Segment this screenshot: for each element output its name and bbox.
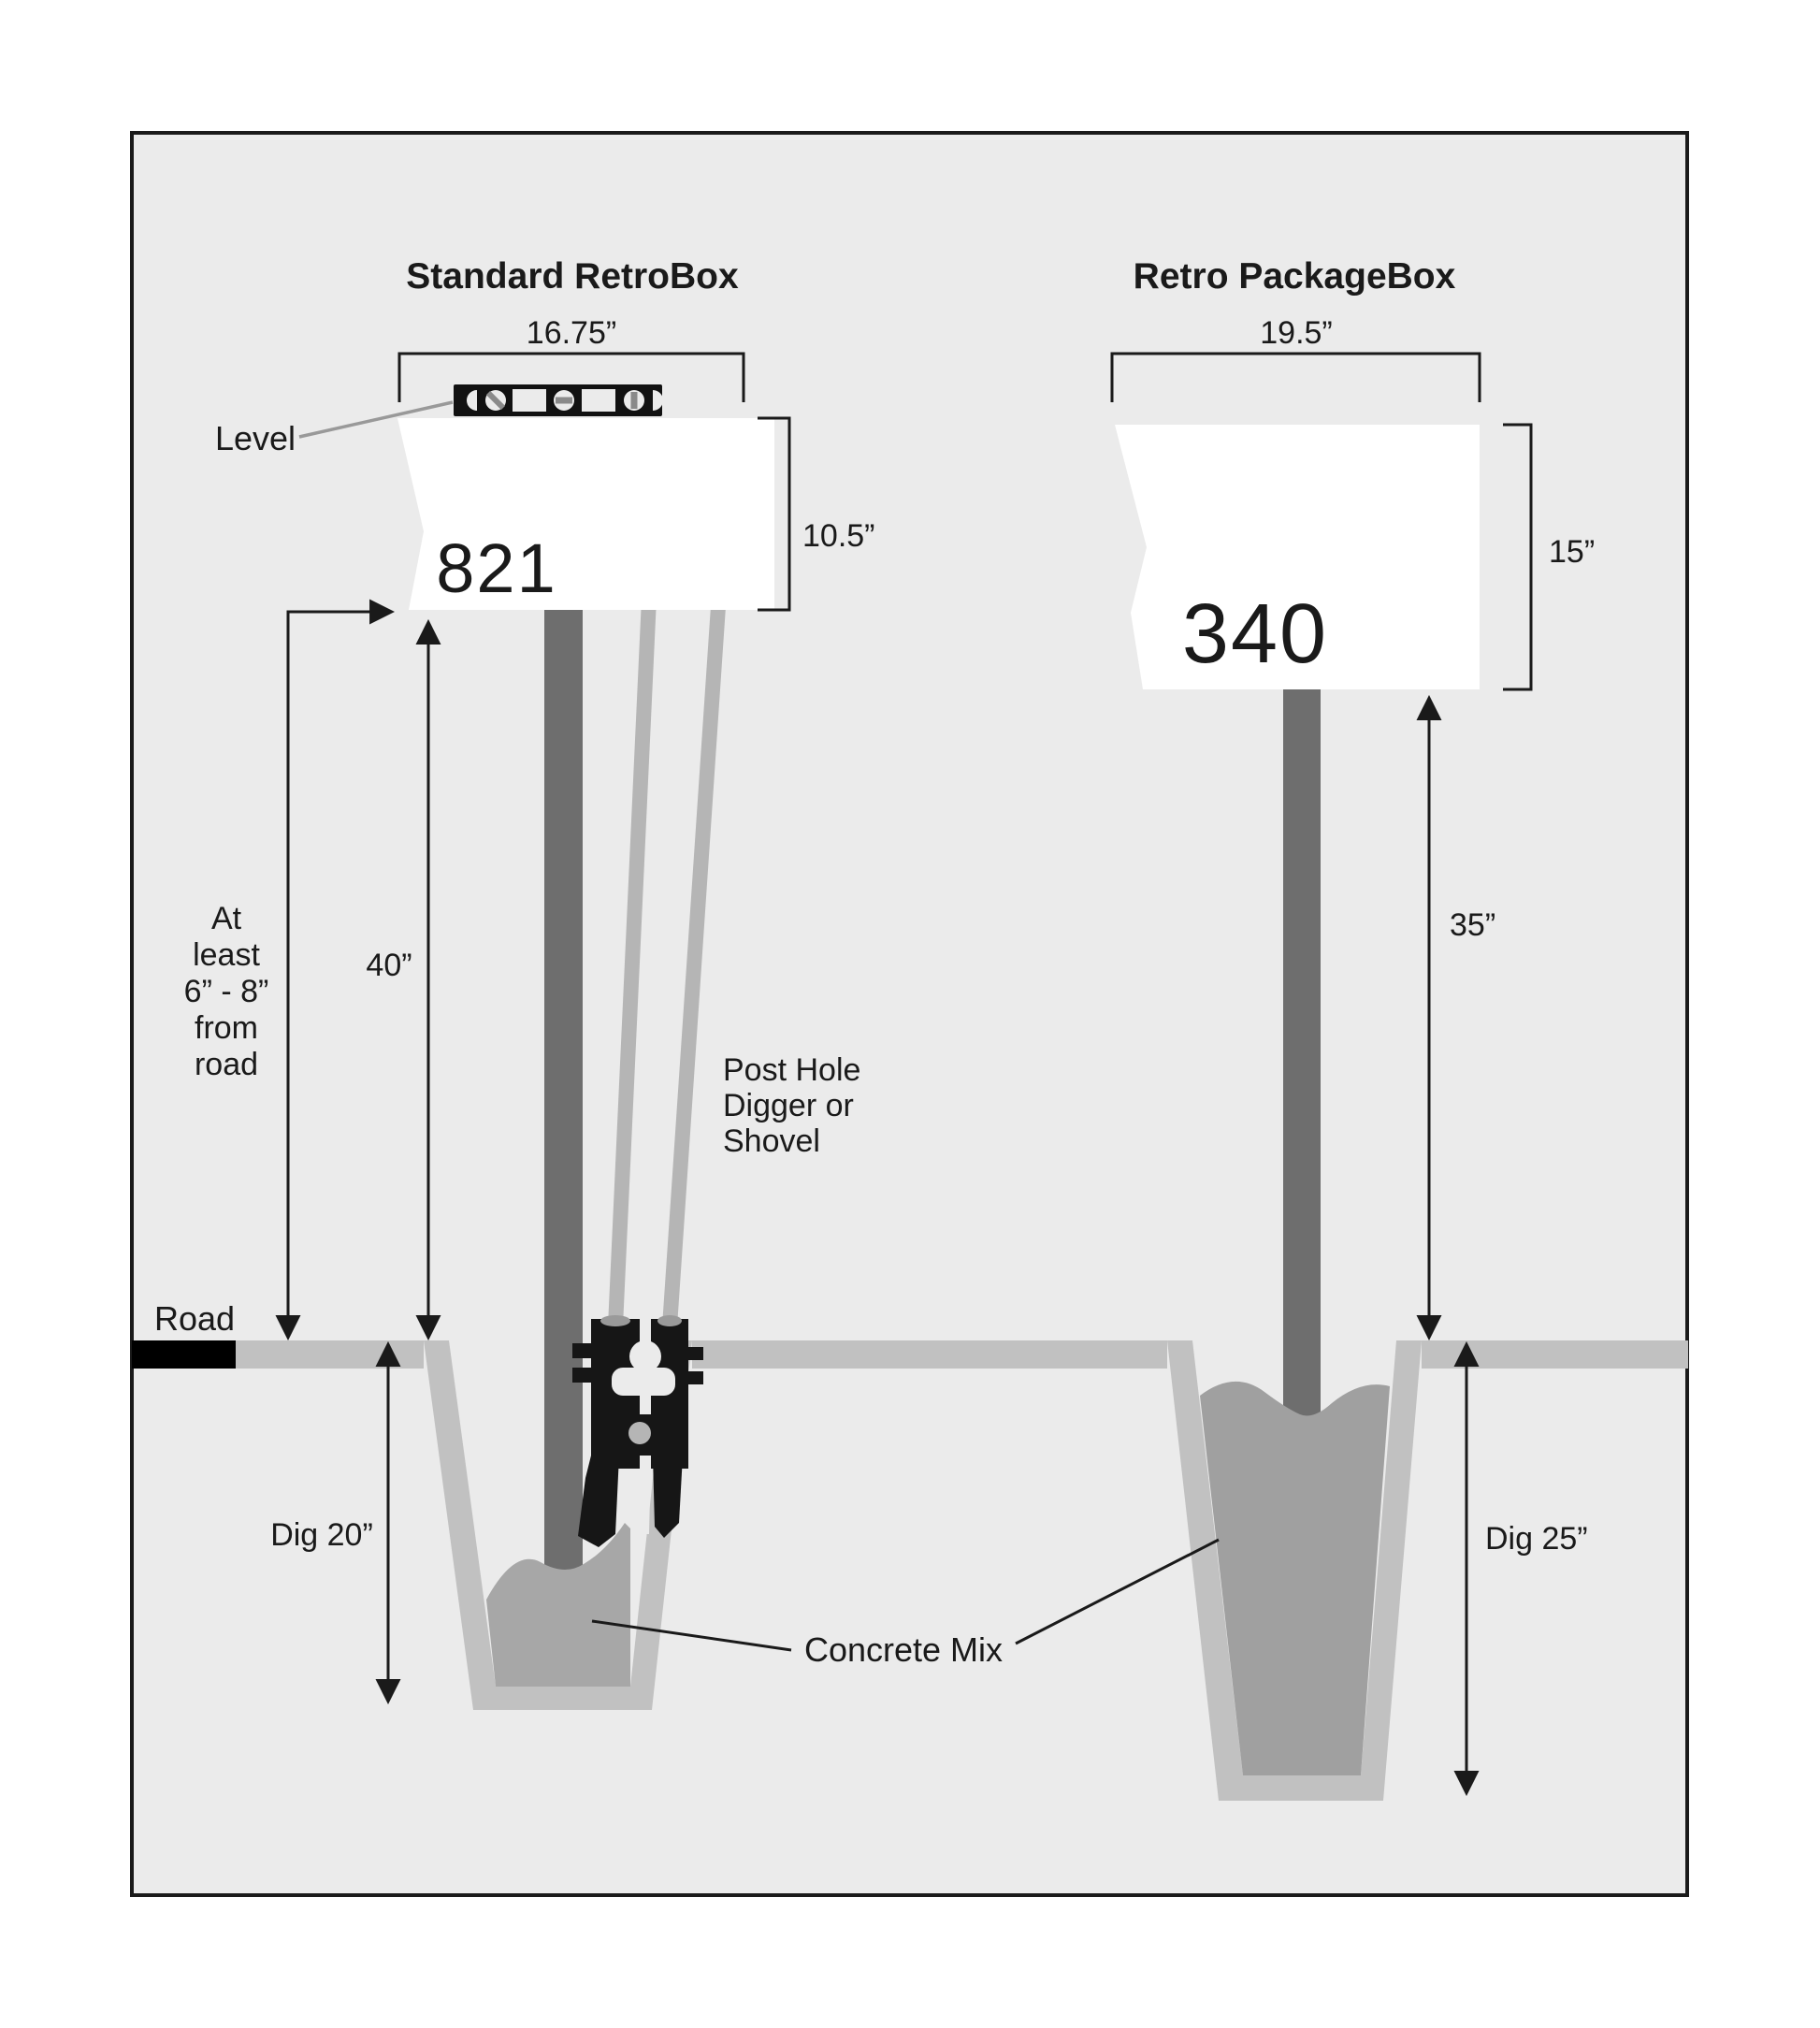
svg-text:6” - 8”: 6” - 8” — [183, 974, 269, 1009]
right-height-label: 35” — [1450, 907, 1496, 943]
right-post — [1283, 689, 1321, 1422]
level-vial-window — [513, 389, 546, 412]
ground-right-segment — [1422, 1340, 1688, 1369]
concrete-label: Concrete Mix — [803, 1630, 1004, 1669]
left-depth-label: 10.5” — [802, 518, 875, 554]
ground-middle-segment — [692, 1340, 1167, 1369]
left-dig-label: Dig 20” — [270, 1517, 373, 1553]
svg-text:Post Hole: Post Hole — [723, 1052, 861, 1088]
svg-text:from: from — [195, 1010, 258, 1046]
level-label: Level — [214, 419, 296, 457]
right-width-label: 19.5” — [1260, 315, 1333, 351]
svg-text:At: At — [210, 901, 242, 936]
digger-right-socket — [657, 1315, 682, 1326]
right-box-number: 340 — [1181, 587, 1329, 681]
right-dig-label: Dig 25” — [1485, 1521, 1588, 1557]
road-surface — [132, 1340, 236, 1369]
right-depth-label: 15” — [1549, 534, 1596, 570]
right-post-below-grade — [1283, 1340, 1321, 1420]
digger-left-socket — [600, 1315, 630, 1326]
left-title: Standard RetroBox — [406, 256, 739, 297]
svg-text:least: least — [193, 937, 260, 973]
right-title: Retro PackageBox — [1133, 256, 1456, 297]
left-height-label: 40” — [366, 948, 412, 983]
level-vial-window — [582, 389, 615, 412]
svg-text:road: road — [194, 1047, 259, 1082]
svg-text:Shovel: Shovel — [723, 1123, 820, 1159]
ground-left-segment — [236, 1340, 424, 1369]
level-tool — [454, 384, 663, 416]
digger-bolt — [628, 1422, 651, 1444]
road-label: Road — [153, 1299, 236, 1338]
left-width-label: 16.75” — [526, 315, 617, 351]
svg-text:Digger or: Digger or — [723, 1088, 854, 1123]
left-box-number: 821 — [436, 529, 557, 607]
